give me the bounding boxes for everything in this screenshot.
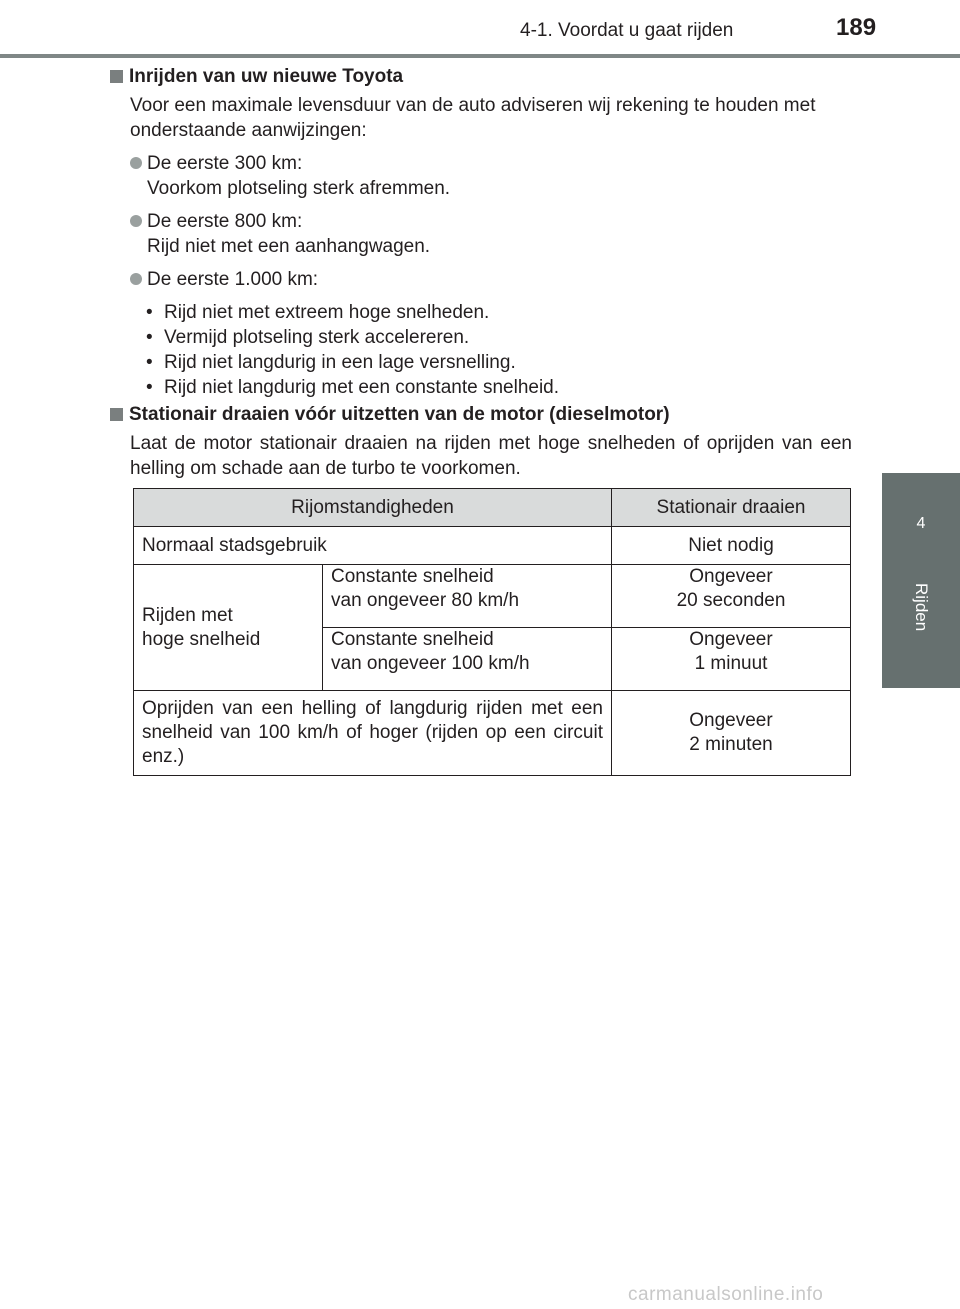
sub-list-item: • Vermijd plotseling sterk accelereren.	[146, 327, 470, 348]
table-header-row	[134, 489, 851, 527]
table-cell: Niet nodig	[612, 527, 851, 565]
table-cell-group: Rijden met hoge snelheid	[134, 565, 323, 691]
square-bullet-icon	[110, 70, 123, 83]
table-cell: Oprijden van een helling of langdurig rijden met een snelheid van 100 km/h of hoger (rijden op een circuit enz.)	[134, 691, 612, 776]
page-number: 189	[836, 14, 877, 41]
list-item	[130, 151, 852, 201]
table-row	[134, 565, 851, 628]
sub-list-item: • Rijd niet met extreem hoge snelheden.	[146, 302, 490, 323]
table-cell: Ongeveer 1 minuut	[612, 628, 851, 691]
sub-list-item: • Rijd niet langdurig met een constante snelheid.	[146, 377, 560, 398]
section-title: Inrijden van uw nieuwe Toyota	[129, 66, 404, 87]
sub-list	[146, 300, 852, 400]
section-header: 4-1. Voordat u gaat rijden	[520, 20, 734, 41]
column-header: Rijomstandigheden	[134, 489, 612, 527]
dot-icon: •	[146, 302, 153, 323]
section-heading-break-in	[110, 64, 852, 89]
table-cell: Constante snelheid van ongeveer 80 km/h	[323, 565, 612, 628]
list-item-text: Voorkom plotseling sterk afremmen.	[147, 178, 451, 199]
column-header: Stationair draaien	[612, 489, 851, 527]
circle-bullet-icon	[130, 215, 142, 227]
chapter-title: Rijden	[912, 583, 931, 632]
list-item-title: De eerste 300 km:	[147, 153, 303, 174]
list-item-text: Rijd niet met een aanhangwagen.	[147, 236, 431, 257]
dot-icon: •	[146, 377, 153, 398]
dot-icon: •	[146, 352, 153, 373]
list-item-title: De eerste 800 km:	[147, 211, 303, 232]
page-content	[110, 64, 852, 481]
table-cell: Ongeveer 2 minuten	[612, 691, 851, 776]
square-bullet-icon	[110, 408, 123, 421]
section-title: Stationair draaien vóór uitzetten van de motor (dieselmotor)	[129, 404, 670, 425]
section-intro: Laat de motor stationair draaien na rijden met hoge snelheden of oprijden van een helling om schade aan de turbo te voorkomen.	[130, 433, 852, 479]
chapter-tab	[882, 473, 960, 688]
section-intro: Voor een maximale levensduur van de auto adviseren wij rekening te houden met onderstaande aanwijzingen:	[130, 95, 816, 141]
chapter-number: 4	[916, 515, 926, 532]
section-heading-idling	[110, 402, 852, 427]
table-cell: Normaal stadsgebruik	[134, 527, 612, 565]
sub-list-item: • Rijd niet langdurig in een lage versnelling.	[146, 352, 516, 373]
table-cell: Ongeveer 20 seconden	[612, 565, 851, 628]
circle-bullet-icon	[130, 157, 142, 169]
table-row	[134, 691, 851, 776]
header-divider	[0, 54, 960, 58]
circle-bullet-icon	[130, 273, 142, 285]
table-row	[134, 527, 851, 565]
list-item	[130, 267, 852, 292]
table-cell: Constante snelheid van ongeveer 100 km/h	[323, 628, 612, 691]
watermark: carmanualsonline.info	[628, 1284, 824, 1305]
list-item	[130, 209, 852, 259]
idle-time-table	[133, 488, 851, 776]
dot-icon: •	[146, 327, 153, 348]
list-item-title: De eerste 1.000 km:	[147, 269, 319, 290]
